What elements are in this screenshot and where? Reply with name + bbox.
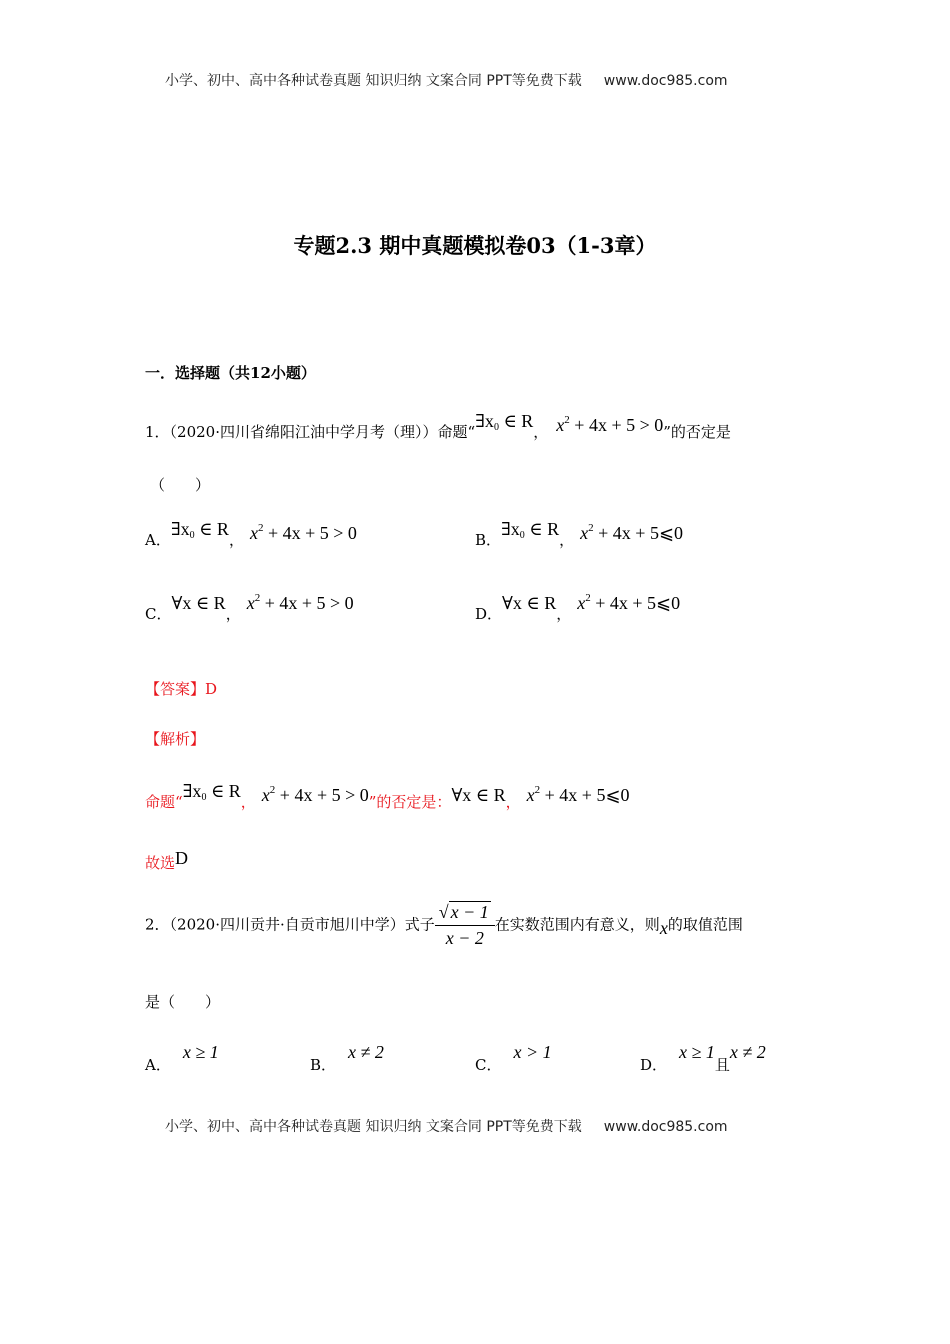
q1-analysis-heading: 【解析】	[145, 730, 206, 748]
section-heading: 一．选择题（共12小题）	[145, 364, 316, 382]
q2-fraction: $\frac{√ x - 1}{x - 2}$	[435, 902, 495, 949]
header-banner-text: 小学、初中、高中各种试卷真题 知识归纳 文案合同 PPT等免费下载	[165, 73, 582, 89]
q2-option-a[interactable]: A．x ≥ 1	[145, 1042, 219, 1074]
question-1-comma: ，	[533, 423, 549, 441]
q1-conclusion: 故选D	[145, 848, 189, 872]
question-1-paren: （ ）	[150, 476, 211, 494]
q2-option-b[interactable]: B．x ≠ 2	[310, 1042, 384, 1074]
footer-banner	[165, 1116, 728, 1136]
q2-option-c[interactable]: C．x > 1	[475, 1042, 552, 1074]
q1-option-c[interactable]: C．∀x ∈ R，$x^2 + 4x + 5 > 0$	[145, 592, 354, 623]
question-1-stem	[145, 411, 731, 443]
question-2-stem: 2．（2020·四川贡井·自贡市旭川中学）式子 $\frac{√ x - 1}{x - 2}$ 在实数范围内有意义，则x的取值范围	[145, 902, 743, 948]
q1-option-a[interactable]: A．$\exists x_0$ ∈ R， $x^2 + 4x + 5 > 0$	[145, 519, 357, 549]
q1-answer: 【答案】D	[145, 680, 218, 698]
q1-option-b[interactable]: B．$\exists x_0$ ∈ R， $x^2 + 4x$ + 5⩽0	[475, 519, 684, 549]
question-1-math-quantifier: $\exists x_0$ ∈ R	[475, 411, 534, 433]
q1-option-d[interactable]: D．∀x ∈ R，$x^2 + 4x$ + 5⩽0	[475, 592, 681, 623]
page-title: 专题2.3 期中真题模拟卷03（1-3章）	[293, 233, 657, 258]
header-banner	[165, 70, 728, 90]
footer-banner-url[interactable]: www.doc985.com	[603, 1119, 728, 1135]
question-2-paren: 是（ ）	[145, 993, 221, 1011]
header-banner-url[interactable]: www.doc985.com	[603, 73, 728, 89]
question-1-math-inequality: $x^2 + 4x + 5 > 0$	[556, 414, 664, 435]
question-1-source: （2020·四川省绵阳江油中学月考（理））命题“	[169, 423, 476, 441]
q1-analysis-body: 命题“$\exists x_0$ ∈ R， $x^2 + 4x + 5 > 0$”的否定是：∀x ∈ R， $x^2 + 4x$ + 5⩽0	[145, 781, 630, 811]
footer-banner-text: 小学、初中、高中各种试卷真题 知识归纳 文案合同 PPT等免费下载	[165, 1119, 582, 1135]
q2-option-d[interactable]: D．x ≥ 1且x ≠ 2	[640, 1042, 766, 1074]
question-1-number: 1．	[145, 423, 170, 441]
question-1-tail: ”的否定是	[663, 423, 731, 441]
